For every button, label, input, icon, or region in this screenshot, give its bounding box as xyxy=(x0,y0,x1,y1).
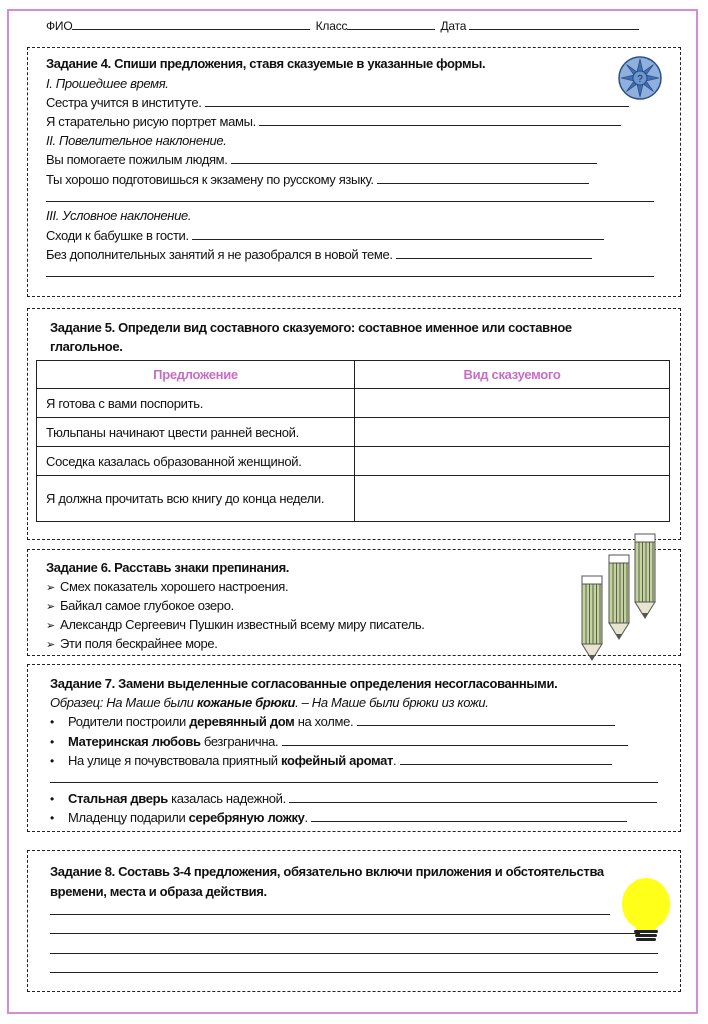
answer-line[interactable] xyxy=(400,753,612,765)
task4-item xyxy=(46,170,589,190)
answer-line[interactable] xyxy=(259,114,621,126)
task7-title: Задание 7. Замени выделенные согласованные определения несогласованными. xyxy=(50,676,558,691)
sentence-cell: Я должна прочитать всю книгу до конца недели. xyxy=(37,476,355,522)
answer-cell[interactable] xyxy=(355,476,670,522)
sentence: . xyxy=(393,753,397,768)
highlighted-phrase: Стальная дверь xyxy=(68,791,168,806)
sentence-cell: Я готова с вами поспорить. xyxy=(37,389,355,418)
table-row xyxy=(37,447,670,476)
answer-cell[interactable] xyxy=(355,418,670,447)
answer-cell[interactable] xyxy=(355,389,670,418)
task7-example xyxy=(50,693,489,713)
task4-item xyxy=(46,112,621,132)
arrow-bullet-icon: ➢ xyxy=(46,582,55,594)
bullet-icon: • xyxy=(50,754,54,768)
pencils-icon xyxy=(578,533,663,663)
answer-line[interactable] xyxy=(192,228,604,240)
highlighted-phrase: серебряную ложку xyxy=(188,810,305,825)
class-field[interactable] xyxy=(347,18,435,30)
task7-item xyxy=(50,732,628,753)
task4-section3: III. Условное наклонение. xyxy=(46,208,192,223)
task6-title: Задание 6. Расставь знаки препинания. xyxy=(46,560,290,575)
answer-line[interactable] xyxy=(46,201,654,202)
task4-item xyxy=(46,93,629,113)
sentence: Смех показатель хорошего настроения. xyxy=(60,579,289,594)
highlighted-phrase: деревянный дом xyxy=(189,714,295,729)
sentence: Родители построили xyxy=(68,714,190,729)
answer-line[interactable] xyxy=(50,933,640,934)
task5-table xyxy=(36,360,670,522)
answer-line[interactable] xyxy=(396,247,592,259)
task7-item xyxy=(50,751,612,772)
sentence-cell: Соседка казалась образованной женщиной. xyxy=(37,447,355,476)
answer-line[interactable] xyxy=(357,714,615,726)
highlighted-phrase: Материнская любовь xyxy=(68,734,201,749)
answer-line[interactable] xyxy=(377,172,589,184)
column-header: Вид сказуемого xyxy=(355,361,670,389)
answer-line[interactable] xyxy=(282,734,628,746)
sentence: на холме. xyxy=(294,714,354,729)
table-row xyxy=(37,389,670,418)
fio-field[interactable] xyxy=(72,18,310,30)
sentence: казалась надежной. xyxy=(167,791,286,806)
task4-section1: I. Прошедшее время. xyxy=(46,76,169,91)
date-field[interactable] xyxy=(469,18,639,30)
class-label: Класс xyxy=(315,19,348,33)
date-label: Дата xyxy=(440,19,467,33)
sentence: Ты хорошо подготовишься к экзамену по русскому языку. xyxy=(46,172,374,187)
sentence: безгранична. xyxy=(200,734,279,749)
task4-title: Задание 4. Спиши предложения, ставя сказуемые в указанные формы. xyxy=(46,56,486,71)
sentence: Без дополнительных занятий я не разобрался в новой теме. xyxy=(46,247,393,262)
bullet-icon: • xyxy=(50,715,54,729)
sentence: Александр Сергеевич Пушкин известный всему миру писатель. xyxy=(60,617,425,632)
task5-title-cont: глагольное. xyxy=(50,339,123,354)
task4-item xyxy=(46,226,604,246)
task4-item xyxy=(46,245,592,265)
task8-title-cont: времени, места и образа действия. xyxy=(50,884,267,899)
answer-line[interactable] xyxy=(50,782,658,783)
bullet-icon: • xyxy=(50,735,54,749)
sentence: Я старательно рисую портрет мамы. xyxy=(46,114,256,129)
sentence: Сходи к бабушке в гости. xyxy=(46,228,189,243)
arrow-bullet-icon: ➢ xyxy=(46,601,55,613)
answer-line[interactable] xyxy=(311,810,627,822)
column-header: Предложение xyxy=(37,361,355,389)
answer-line[interactable] xyxy=(50,953,658,954)
arrow-bullet-icon: ➢ xyxy=(46,620,55,632)
sentence: Эти поля бескрайнее море. xyxy=(60,636,218,651)
answer-line[interactable] xyxy=(50,914,610,915)
sentence: Младенцу подарили xyxy=(68,810,189,825)
task7-item xyxy=(50,808,627,829)
answer-line[interactable] xyxy=(50,972,658,973)
example-text: Образец: На Маше были xyxy=(50,695,197,710)
table-row xyxy=(37,418,670,447)
fio-label: ФИО xyxy=(46,19,73,33)
table-row xyxy=(37,476,670,522)
example-text: . – На Маше были брюки из кожи. xyxy=(295,695,489,710)
svg-text:?: ? xyxy=(637,74,643,85)
sentence: Сестра учится в институте. xyxy=(46,95,202,110)
answer-cell[interactable] xyxy=(355,447,670,476)
light-bulb-icon xyxy=(620,878,672,944)
answer-line[interactable] xyxy=(289,791,657,803)
table-header-row xyxy=(37,361,670,389)
task7-item xyxy=(50,712,615,733)
sentence: . xyxy=(304,810,308,825)
task8-title: Задание 8. Составь 3-4 предложения, обязательно включи приложения и обстоятельства xyxy=(50,864,604,879)
bullet-icon: • xyxy=(50,811,54,825)
arrow-bullet-icon: ➢ xyxy=(46,639,55,651)
sentence: На улице я почувствовала приятный xyxy=(68,753,281,768)
answer-line[interactable] xyxy=(46,276,654,277)
sentence: Байкал самое глубокое озеро. xyxy=(60,598,234,613)
highlighted-phrase: кофейный аромат xyxy=(281,753,393,768)
sentence-cell: Тюльпаны начинают цвести ранней весной. xyxy=(37,418,355,447)
answer-line[interactable] xyxy=(205,95,629,107)
task5-title: Задание 5. Определи вид составного сказуемого: составное именное или составное xyxy=(50,320,572,335)
task7-item xyxy=(50,789,657,810)
task6-item xyxy=(46,634,218,656)
task4-section2: II. Повелительное наклонение. xyxy=(46,133,227,148)
sentence: Вы помогаете пожилым людям. xyxy=(46,152,228,167)
student-header xyxy=(46,18,639,33)
answer-line[interactable] xyxy=(231,152,597,164)
example-bold: кожаные брюки xyxy=(196,695,296,710)
task4-item xyxy=(46,150,597,170)
bullet-icon: • xyxy=(50,792,54,806)
